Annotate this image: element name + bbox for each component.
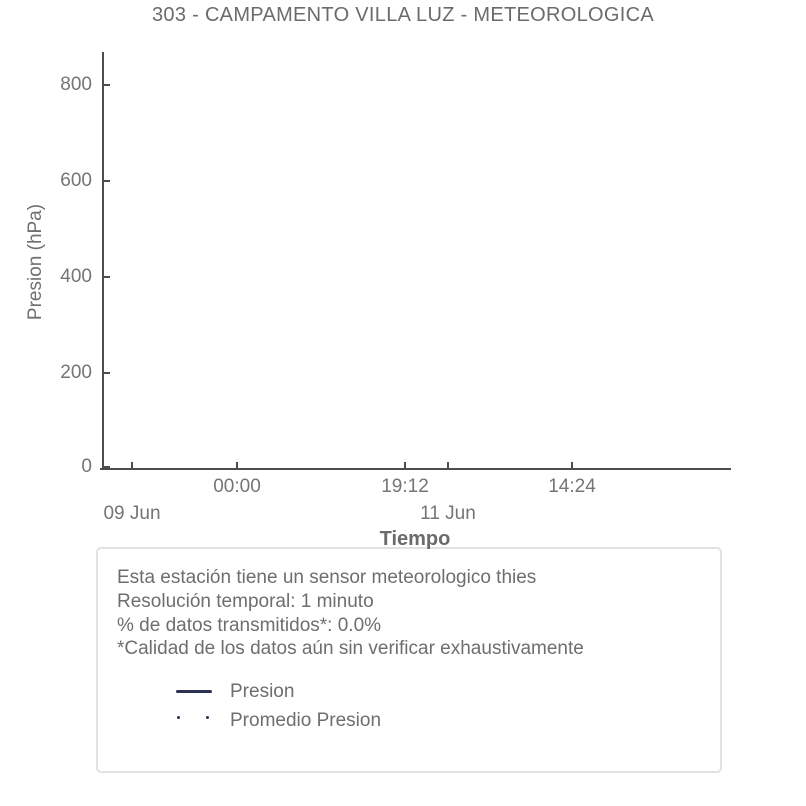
chart-title: 303 - CAMPAMENTO VILLA LUZ - METEOROLOGICA <box>152 4 654 26</box>
y-tick-mark <box>104 276 110 278</box>
y-tick-label: 600 <box>60 170 92 191</box>
legend-line-solid-swatch <box>176 690 212 693</box>
legend-label-promedio-presion: Promedio Presion <box>230 710 382 731</box>
x-tick-label: 19:12 <box>381 476 429 497</box>
y-tick-mark <box>104 466 110 468</box>
info-line-quality: *Calidad de los datos aún sin verificar exhaustivamente <box>117 638 584 659</box>
info-line-sensor: Esta estación tiene un sensor meteorologico thies <box>117 567 537 588</box>
legend-label-presion: Presion <box>230 681 295 702</box>
x-tick-label: 14:24 <box>548 476 596 497</box>
legend-line-dotted-swatch <box>206 716 209 719</box>
x-tick-mark <box>447 462 449 468</box>
x-tick-mark <box>131 462 133 468</box>
x-date-label: 11 Jun <box>420 503 476 524</box>
x-tick-mark <box>571 462 573 468</box>
y-tick-label: 0 <box>81 456 92 477</box>
x-axis-title: Tiempo <box>379 528 451 550</box>
y-tick-label: 200 <box>60 362 92 383</box>
y-axis-line <box>102 52 104 470</box>
x-date-label: 09 Jun <box>103 503 161 524</box>
y-tick-label: 800 <box>60 74 92 95</box>
info-line-resolution: Resolución temporal: 1 minuto <box>117 591 374 612</box>
y-tick-label: 400 <box>60 266 92 287</box>
info-line-transmitted: % de datos transmitidos*: 0.0% <box>117 615 382 636</box>
x-tick-mark <box>236 462 238 468</box>
legend-line-dotted-swatch <box>177 716 180 719</box>
x-tick-mark <box>404 462 406 468</box>
y-tick-mark <box>104 84 110 86</box>
y-axis-title: Presion (hPa) <box>25 203 46 321</box>
x-tick-label: 00:00 <box>213 476 261 497</box>
y-tick-mark <box>104 180 110 182</box>
y-tick-mark <box>104 372 110 374</box>
x-axis-line <box>100 468 731 470</box>
